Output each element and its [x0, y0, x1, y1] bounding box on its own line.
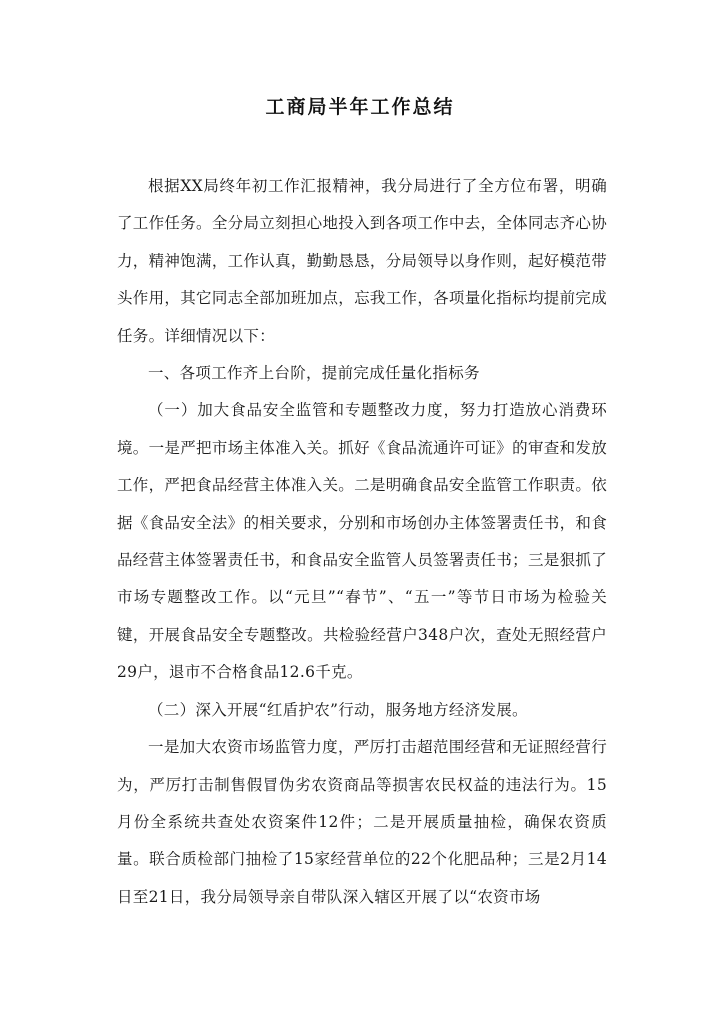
document-title: 工商局半年工作总结 [265, 96, 455, 118]
paragraph-red-shield-heading: （二）深入开展“红盾护农”行动，服务地方经济发展。 [148, 700, 528, 719]
paragraph-food-safety: （一）加大食品安全监管和专题整改力度，努力打造放心消费环境。一是严把市场主体准入关。抓好《食品流通许可证》的审查和发放工作，严把食品经营主体准入关。二是明确食品安全监管工作职责。依据《食品安全法》的相关要求，分别和市场创办主体签署责任书，和食品经营主体签署责任书，和食品安全监管人员签署责任书；三是狠抓了市场专题整改工作。以“元旦”“春节”、“五一”等节日市场为检验关键，开展食品安全专题整改。共检验经营户348户次，查处无照经营户29户，退市不合格食品12.6千克。 [117, 401, 607, 682]
section-heading-1: 一、各项工作齐上台阶，提前完成任量化指标务 [148, 364, 480, 383]
document-body [117, 168, 607, 916]
paragraph-agri-supplies: 一是加大农资市场监管力度，严厉打击超范围经营和无证照经营行为，严厉打击制售假冒伪劣农资商品等损害农民权益的违法行为。15月份全系统共查处农资案件12件；二是开展质量抽检，确保农资质量。联合质检部门抽检了15家经营单位的22个化肥品种；三是2月14日至21日，我分局领导亲自带队深入辖区开展了以“农资市场 [117, 738, 607, 906]
paragraph-intro: 根据XX局终年初工作汇报精神，我分局进行了全方位布署，明确了工作任务。全分局立刻担心地投入到各项工作中去，全体同志齐心协力，精神饱满，工作认真，勤勤恳恳，分局领导以身作则，起好模范带头作用，其它同志全部加班加点，忘我工作，各项量化指标均提前完成任务。详细情况以下： [117, 177, 607, 345]
